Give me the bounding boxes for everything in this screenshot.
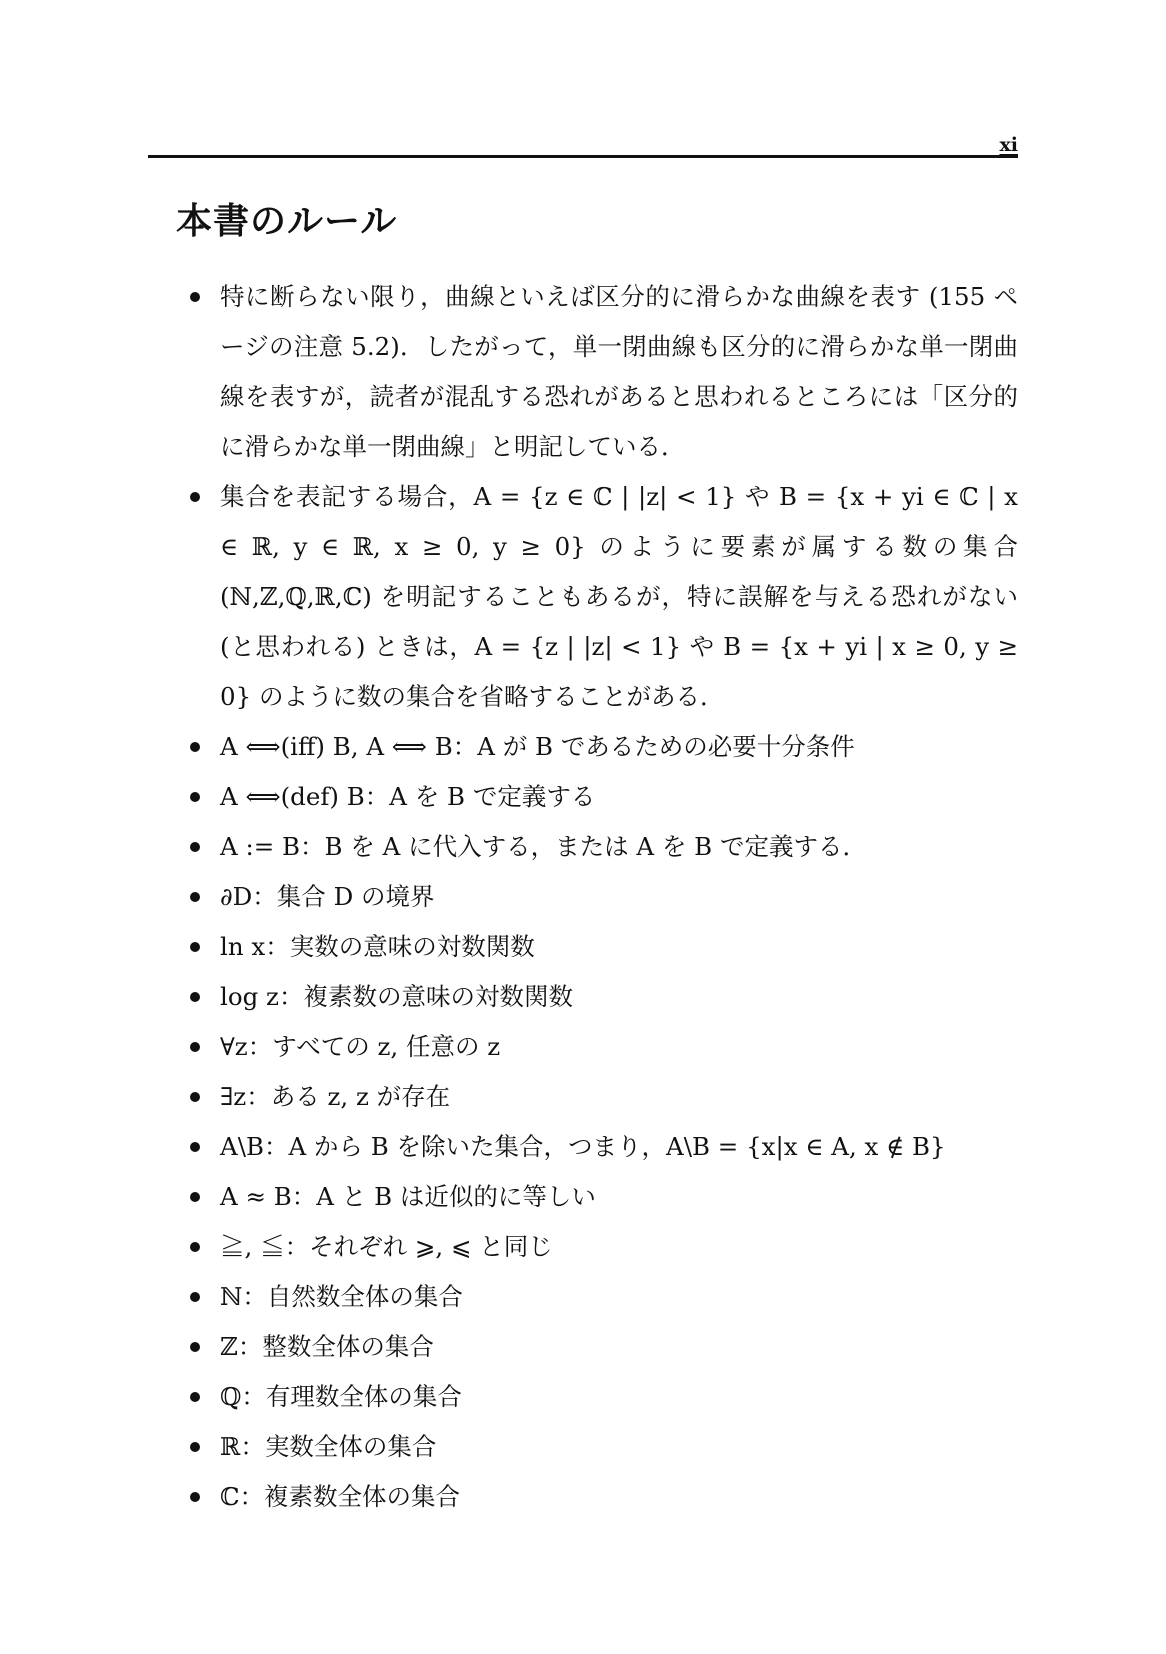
rule-text: ℚ：有理数全体の集合: [220, 1382, 462, 1411]
rule-text: A ≈ B：A と B は近似的に等しい: [220, 1182, 596, 1211]
rule-text: ∀z：すべての z, 任意の z: [220, 1032, 501, 1061]
rule-text: ℤ：整数全体の集合: [220, 1332, 434, 1361]
rule-text: A\B：A から B を除いた集合，つまり，A\B = {x|x ∈ A, x ∉ B}: [220, 1132, 946, 1161]
rule-item: [186, 922, 1018, 972]
rule-text: ≧, ≦：それぞれ ⩾, ⩽ と同じ: [220, 1232, 553, 1261]
page-number: xi: [999, 134, 1018, 156]
rule-item: [186, 1372, 1018, 1422]
rule-item: [186, 1472, 1018, 1522]
rule-text: ℂ：複素数全体の集合: [220, 1482, 460, 1511]
bullet-icon: [190, 742, 200, 752]
rule-item: [186, 1222, 1018, 1272]
rule-item: [186, 772, 1018, 822]
bullet-icon: [190, 842, 200, 852]
bullet-icon: [190, 1192, 200, 1202]
rule-item: [186, 972, 1018, 1022]
rule-text: log z：複素数の意味の対数関数: [220, 982, 573, 1011]
bullet-icon: [190, 1392, 200, 1402]
bullet-icon: [190, 1242, 200, 1252]
bullet-icon: [190, 942, 200, 952]
bullet-icon: [190, 1492, 200, 1502]
rule-item: [186, 1322, 1018, 1372]
rule-item: [186, 722, 1018, 772]
rule-text: ∂D：集合 D の境界: [220, 882, 435, 911]
rule-item: [186, 1122, 1018, 1172]
bullet-icon: [190, 992, 200, 1002]
rule-item: [186, 872, 1018, 922]
section-title: 本書のルール: [176, 201, 398, 242]
bullet-icon: [190, 1292, 200, 1302]
bullet-icon: [190, 892, 200, 902]
bullet-icon: [190, 1042, 200, 1052]
bullet-icon: [190, 492, 200, 502]
bullet-icon: [190, 792, 200, 802]
rule-text: A ⟺(iff) B, A ⟺ B：A が B であるための必要十分条件: [220, 732, 855, 761]
bullet-icon: [190, 1092, 200, 1102]
rule-text: ℝ：実数全体の集合: [220, 1432, 437, 1461]
header-rule: [148, 155, 1018, 158]
rule-text: ln x：実数の意味の対数関数: [220, 932, 535, 961]
rule-item: [186, 822, 1018, 872]
rule-text: A := B：B を A に代入する，または A を B で定義する．: [220, 832, 867, 861]
bullet-icon: [190, 1342, 200, 1352]
rule-text: ℕ：自然数全体の集合: [220, 1282, 463, 1311]
rule-item: [186, 272, 1018, 472]
rule-text: ∃z：ある z, z が存在: [220, 1082, 451, 1111]
rule-item: [186, 1172, 1018, 1222]
rule-text: 集合を表記する場合，A = {z ∈ ℂ | |z| < 1} や B = {x + yi ∈ ℂ | x ∈ ℝ, y ∈ ℝ, x ≥ 0, y ≥ 0} のように要素が属する数の集合 (ℕ,ℤ,ℚ,ℝ,ℂ) を明記することもあるが，特に誤解を与える恐れがない (と思われる) ときは，A = {z | |z| < 1} や B = {x + yi | x ≥ 0, y ≥ 0} のように数の集合を省略することがある．: [220, 482, 1018, 711]
bullet-icon: [190, 292, 200, 302]
rule-item: [186, 1272, 1018, 1322]
rules-list: [186, 272, 1018, 1522]
bullet-icon: [190, 1442, 200, 1452]
bullet-icon: [190, 1142, 200, 1152]
rule-item: [186, 1422, 1018, 1472]
rule-text: A ⟺(def) B：A を B で定義する: [220, 782, 596, 811]
rule-item: [186, 1072, 1018, 1122]
rule-item: [186, 1022, 1018, 1072]
rule-item: [186, 472, 1018, 722]
rule-text: 特に断らない限り，曲線といえば区分的に滑らかな曲線を表す (155 ページの注意 5.2)．したがって，単一閉曲線も区分的に滑らかな単一閉曲線を表すが，読者が混乱する恐れがあると思われるところには「区分的に滑らかな単一閉曲線」と明記している．: [220, 282, 1018, 461]
